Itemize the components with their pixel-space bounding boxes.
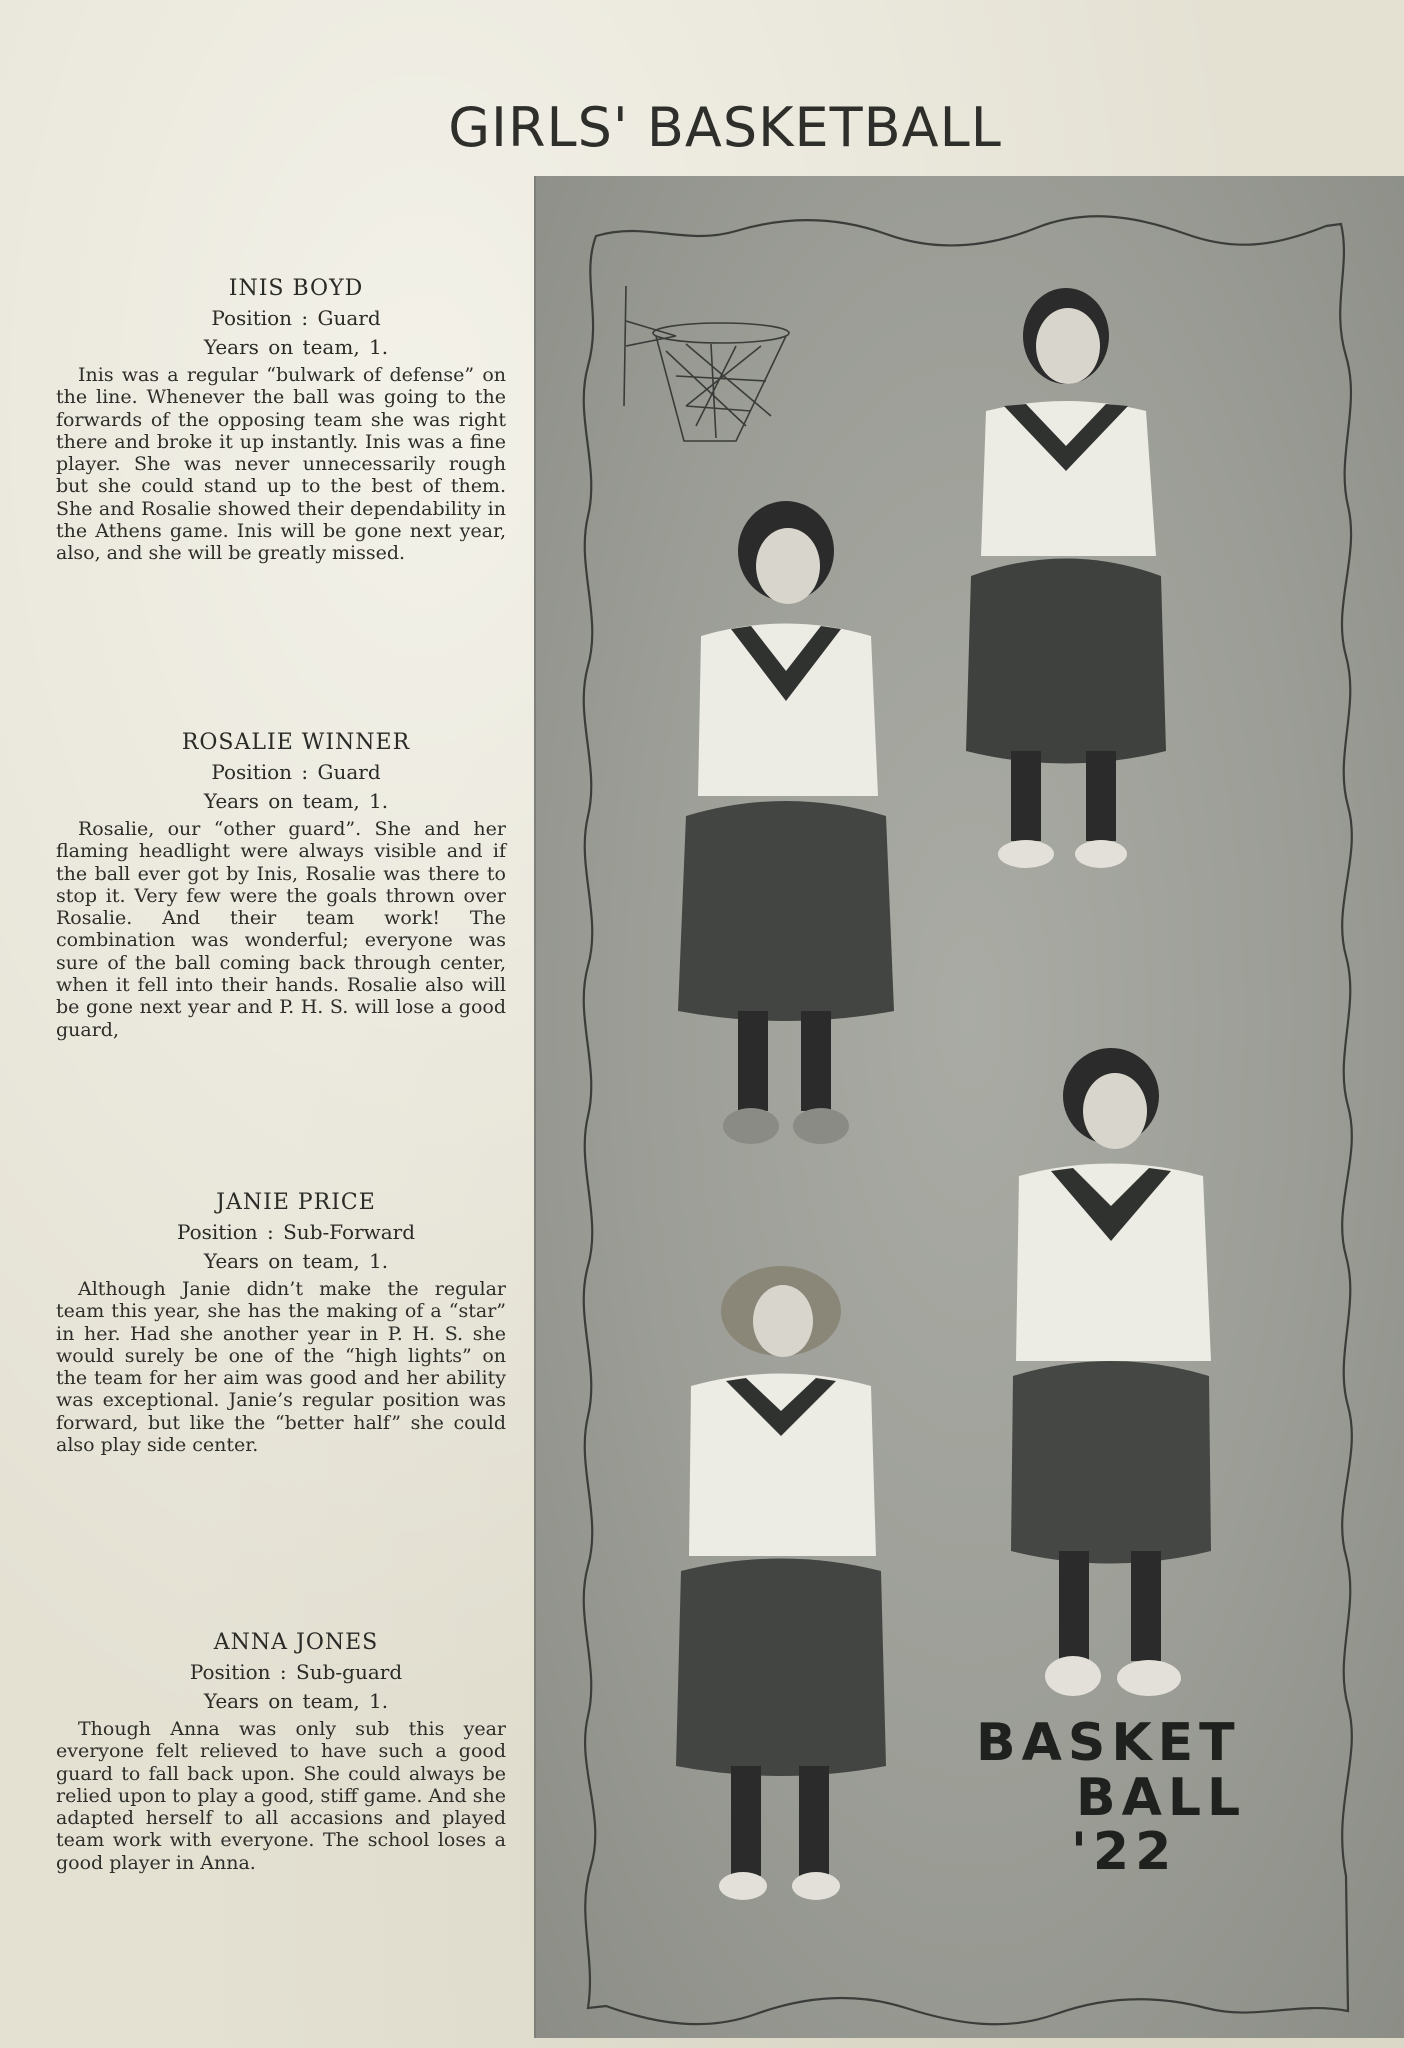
bio-name: ANNA JONES	[213, 1630, 379, 1655]
bio-name: INIS BOYD	[228, 276, 364, 301]
bio-text: Inis was a regular “bulwark of defense” on the line. Whenever the ball was going to the forwards of the opposing team she was right there and broke it up instantly. Inis was a fine player. She was never unnecessarily rough but she could stand up to the best of them. She and Rosalie showed their dependability in the Athens game. Inis will be gone next year, also, and she will be greatly missed.	[56, 364, 506, 565]
bio-years: Years on team, 1.	[203, 789, 389, 813]
bio-position: Position : Sub-Forward	[176, 1220, 416, 1244]
bio-text: Rosalie, our “other guard”. She and her flaming headlight were always visible and if the ball ever got by Inis, Rosalie was there to stop it. Very few were the goals thrown over Rosalie. And their team work! The combination was wonderful; everyone was sure of the ball coming back through center, when it fell into their hands. Rosalie also will be gone next year and P. H. S. will lose a good guard,	[56, 818, 506, 1041]
bio-name: JANIE PRICE	[216, 1190, 376, 1215]
player-figure-1	[966, 288, 1166, 868]
bio-rosalie-winner	[56, 730, 506, 1041]
hoop-sketch	[624, 286, 789, 441]
bio-position: Position : Guard	[211, 306, 381, 330]
bio-text: Although Janie didn’t make the regular team this year, she has the making of a “star” in her. Had she another year in P. H. S. she would surely be one of the “high lights” on the team for her aim was good and her ability was exceptional. Janie’s regular position was forward, but like the “better half” she could also play side center.	[56, 1278, 506, 1457]
stamp-line: BALL	[1076, 1767, 1247, 1828]
bio-position: Position : Guard	[211, 760, 381, 784]
stamp-line: BASKET	[976, 1713, 1241, 1773]
stamp-line: '22	[1071, 1822, 1178, 1883]
bio-years: Years on team, 1.	[203, 1689, 389, 1713]
basketball-22-lettering	[976, 1713, 1316, 1883]
player-figure-2	[678, 501, 894, 1144]
bio-janie-price	[56, 1190, 506, 1456]
bio-years: Years on team, 1.	[203, 335, 389, 359]
bio-inis-boyd	[56, 276, 506, 565]
bio-text: Though Anna was only sub this year everyone felt relieved to have such a good guard to fall back upon. She could always be relied upon to play a good, stiff game. And she adapted herself to all accasions and played team work with everyone. The school loses a good player in Anna.	[56, 1718, 506, 1874]
player-figure-3	[1011, 1048, 1211, 1696]
bio-position: Position : Sub-guard	[189, 1660, 403, 1684]
bio-anna-jones	[56, 1630, 506, 1874]
bio-years: Years on team, 1.	[203, 1249, 389, 1273]
player-figure-4	[676, 1266, 886, 1900]
page-title: GIRLS' BASKETBALL	[448, 96, 1002, 160]
team-photo	[534, 176, 1404, 2038]
bio-name: ROSALIE WINNER	[181, 730, 411, 755]
